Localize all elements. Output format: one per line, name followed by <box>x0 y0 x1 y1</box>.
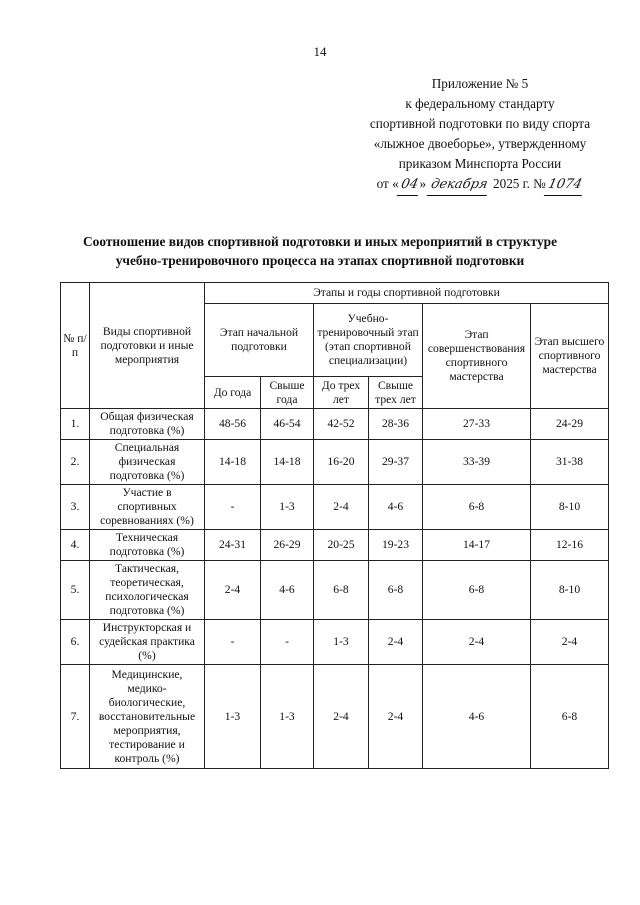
header-kind: Виды спортивной подготовки и иные мероприятия <box>90 283 205 409</box>
row-value: 2-4 <box>369 665 423 769</box>
row-value: 8-10 <box>531 561 609 620</box>
date-year: 2025 г. № <box>493 176 546 191</box>
row-number: 4. <box>61 530 90 561</box>
row-value: 24-29 <box>531 409 609 440</box>
row-value: - <box>261 620 314 665</box>
appendix-header <box>330 74 630 196</box>
row-value: 4-6 <box>369 485 423 530</box>
row-value: 6-8 <box>531 665 609 769</box>
row-value: 26-29 <box>261 530 314 561</box>
row-value: 6-8 <box>423 561 531 620</box>
date-month-handwritten: декабря <box>427 175 492 196</box>
row-number: 6. <box>61 620 90 665</box>
row-value: 2-4 <box>314 665 369 769</box>
header-stage-training: Учебно-тренировочный этап (этап спортивной специализации) <box>314 304 423 377</box>
appendix-line-5: приказом Минспорта России <box>398 156 562 171</box>
row-value: 24-31 <box>205 530 261 561</box>
row-value: 48-56 <box>205 409 261 440</box>
page-number: 14 <box>313 44 327 59</box>
row-value: 14-18 <box>205 440 261 485</box>
row-value: 31-38 <box>531 440 609 485</box>
row-value: 6-8 <box>314 561 369 620</box>
row-value: 14-17 <box>423 530 531 561</box>
row-value: 6-8 <box>423 485 531 530</box>
row-value: 4-6 <box>423 665 531 769</box>
row-value: 2-4 <box>423 620 531 665</box>
row-value: 1-3 <box>261 485 314 530</box>
header-sub-training-1: До трех лет <box>314 377 369 409</box>
header-sub-initial-2: Свыше года <box>261 377 314 409</box>
table-title-line-1: Соотношение видов спортивной подготовки и иных мероприятий в структуре <box>82 234 558 249</box>
header-stage-improvement: Этап совершенствования спортивного мастерства <box>423 304 531 409</box>
row-number: 2. <box>61 440 90 485</box>
table-row <box>61 665 609 769</box>
table-row <box>61 620 609 665</box>
row-name: Техническая подготовка (%) <box>90 530 205 561</box>
row-value: 1-3 <box>205 665 261 769</box>
row-value: 4-6 <box>261 561 314 620</box>
header-num: № п/п <box>61 283 90 409</box>
row-value: 20-25 <box>314 530 369 561</box>
row-value: 16-20 <box>314 440 369 485</box>
table-row <box>61 440 609 485</box>
appendix-line-1: Приложение № 5 <box>431 76 529 91</box>
row-number: 5. <box>61 561 90 620</box>
row-value: 8-10 <box>531 485 609 530</box>
appendix-line-2: к федеральному стандарту <box>405 96 555 111</box>
row-value: 28-36 <box>369 409 423 440</box>
row-value: - <box>205 620 261 665</box>
row-value: 33-39 <box>423 440 531 485</box>
row-value: 2-4 <box>531 620 609 665</box>
row-value: 6-8 <box>369 561 423 620</box>
row-value: 2-4 <box>369 620 423 665</box>
order-number-handwritten: 1074 <box>544 175 586 196</box>
row-value: 1-3 <box>314 620 369 665</box>
table-title <box>40 232 600 270</box>
row-name: Медицинские, медико-биологические, восстановительные мероприятия, тестирование и контроль (%) <box>90 665 205 769</box>
header-stage-initial: Этап начальной подготовки <box>205 304 314 377</box>
header-sub-initial-1: До года <box>205 377 261 409</box>
date-separator: » <box>419 176 427 191</box>
header-stage-higher: Этап высшего спортивного мастерства <box>531 304 609 409</box>
row-value: 14-18 <box>261 440 314 485</box>
row-value: 2-4 <box>314 485 369 530</box>
row-value: 2-4 <box>205 561 261 620</box>
date-day-handwritten: 04 <box>396 175 421 196</box>
appendix-line-3: спортивной подготовки по виду спорта <box>369 116 591 131</box>
row-value: 42-52 <box>314 409 369 440</box>
row-value: 1-3 <box>261 665 314 769</box>
row-number: 3. <box>61 485 90 530</box>
table-row <box>61 485 609 530</box>
training-ratio-table <box>60 282 609 769</box>
row-number: 1. <box>61 409 90 440</box>
row-name: Специальная физическая подготовка (%) <box>90 440 205 485</box>
table-row <box>61 561 609 620</box>
header-stages: Этапы и годы спортивной подготовки <box>205 283 609 304</box>
row-value: 29-37 <box>369 440 423 485</box>
row-number: 7. <box>61 665 90 769</box>
row-name: Участие в спортивных соревнованиях (%) <box>90 485 205 530</box>
order-date-line <box>377 174 584 196</box>
row-value: 19-23 <box>369 530 423 561</box>
header-sub-training-2: Свыше трех лет <box>369 377 423 409</box>
row-name: Тактическая, теоретическая, психологическая подготовка (%) <box>90 561 205 620</box>
row-value: 27-33 <box>423 409 531 440</box>
row-name: Инструкторская и судейская практика (%) <box>90 620 205 665</box>
appendix-line-4: «лыжное двоеборье», утвержденному <box>373 136 587 151</box>
table-row <box>61 530 609 561</box>
row-value: - <box>205 485 261 530</box>
table-title-line-2: учебно-тренировочного процесса на этапах спортивной подготовки <box>115 253 525 268</box>
row-value: 12-16 <box>531 530 609 561</box>
row-value: 46-54 <box>261 409 314 440</box>
row-name: Общая физическая подготовка (%) <box>90 409 205 440</box>
table-row <box>61 409 609 440</box>
date-prefix: от « <box>376 176 399 191</box>
